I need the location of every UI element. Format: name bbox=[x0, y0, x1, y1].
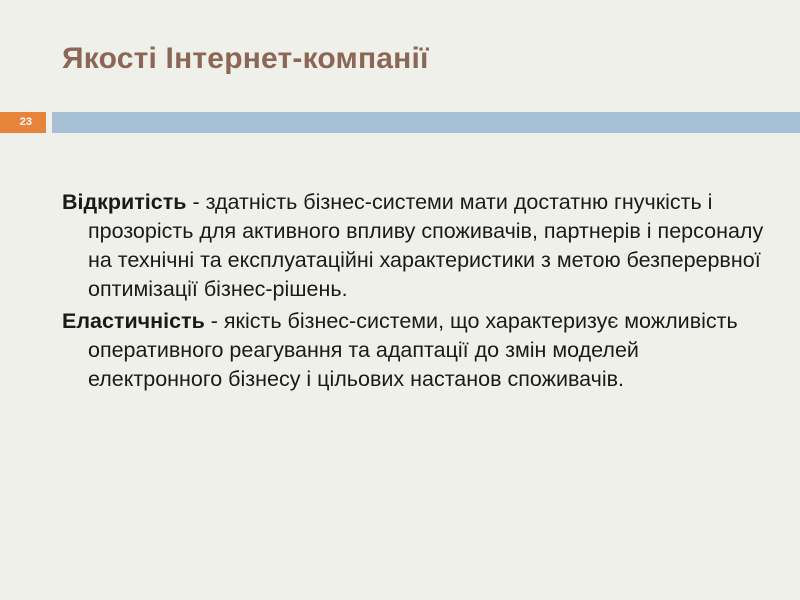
slide-number-badge bbox=[0, 112, 46, 133]
term-elasticity: Еластичність bbox=[62, 309, 205, 333]
paragraph-elasticity bbox=[62, 307, 772, 394]
slide-number: 23 bbox=[19, 116, 32, 128]
slide-body bbox=[62, 188, 772, 397]
term-openness: Відкритість bbox=[62, 190, 187, 214]
definition-openness: - здатність бізнес-системи мати достатню гнучкість і прозорість для активного впливу споживачів, партнерів і персоналу на технічні та експлуатаційні характеристики з метою безперервної оптимізації бізнес-рішень. bbox=[88, 190, 764, 301]
header-divider-bar bbox=[52, 112, 800, 133]
slide-title: Якості Інтернет-компанії bbox=[62, 42, 429, 75]
paragraph-openness bbox=[62, 188, 772, 304]
definition-elasticity: - якість бізнес-системи, що характеризує можливість оперативного реагування та адаптації до змін моделей електронного бізнесу і цільових настанов споживачів. bbox=[88, 309, 738, 391]
